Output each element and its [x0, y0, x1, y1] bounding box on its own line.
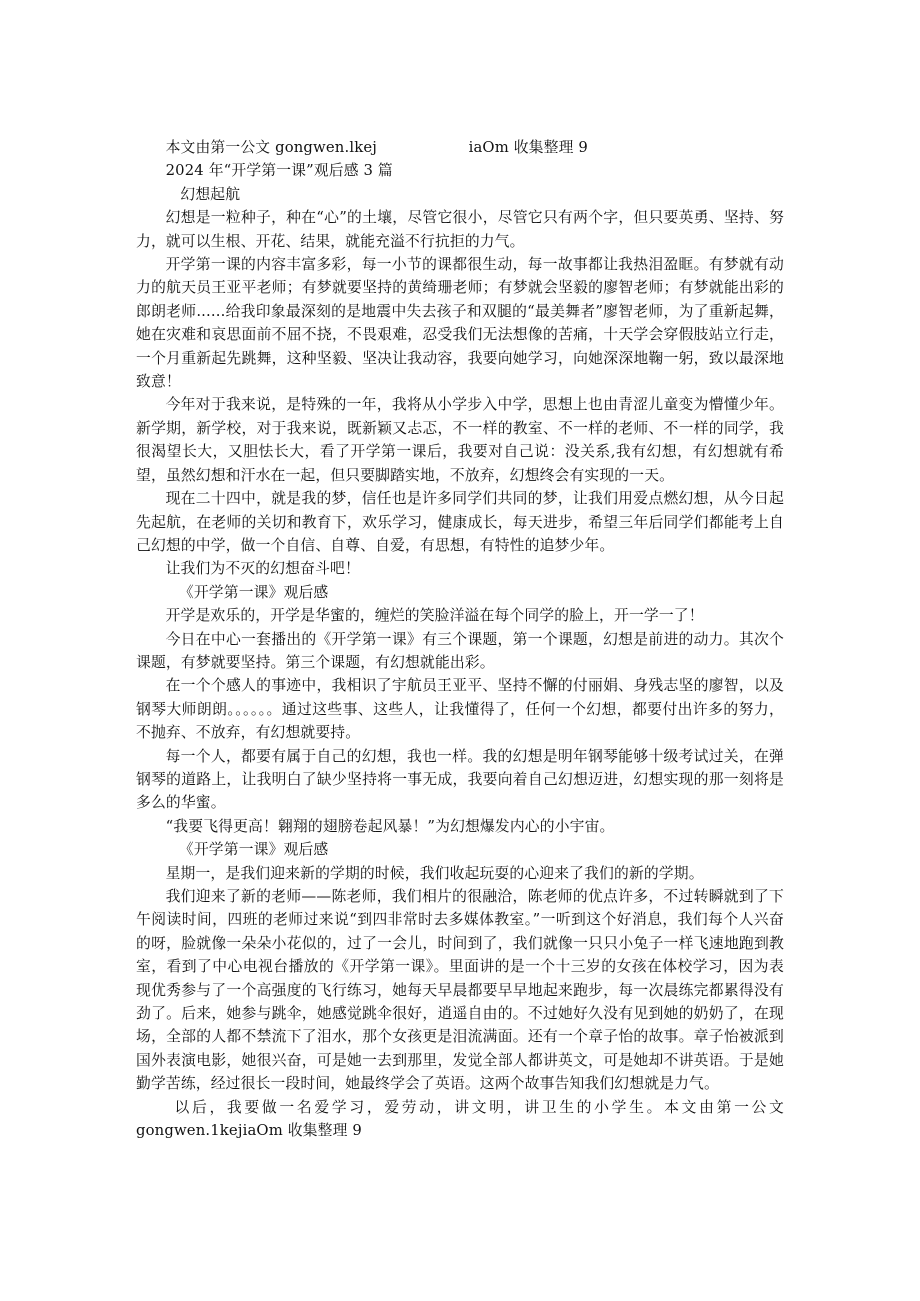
essay-1-title: 幻想起航	[180, 185, 241, 203]
essay-2-paragraph: 开学是欢乐的，开学是华蜜的，缠烂的笑脸洋溢在每个同学的脸上，开一学一了！	[165, 607, 704, 625]
essay-3-paragraph: 星期一，是我们迎来新的学期的时候，我们收起玩耍的心迎来了我们的新的学期。	[165, 864, 704, 882]
essay-1-paragraph: 今年对于我来说，是特殊的一年，我将从小学步入中学，思想上也由青涩儿童变为懵懂少年。新学期，新学校，对于我来说，既新颖又忐忑，不一样的教室、不一样的老师、不一样的同学，我很渴望长大，又胆怯长大，看了开学第一课后，我要对自己说：没关系,我有幻想，有幻想就有希望，虽然幻想和汗水在一起，但只要脚踏实地，不放弃，幻想终会有实现的一天。	[136, 396, 784, 484]
source-header	[136, 136, 784, 159]
essay-3-paragraph: 我们迎来了新的老师——陈老师，我们相片的很融洽，陈老师的优点许多，不过转瞬就到了下午阅读时间，四班的老师过来说“到四非常时去多媒体教室。”一听到这个好消息，我们每个人兴奋的呀，脸就像一朵朵小花似的，过了一会儿，时间到了，我们就像一只只小兔子一样飞速地跑到教室，看到了中心电视台播放的《开学第一课》。里面讲的是一个十三岁的女孩在体校学习，因为表现优秀参与了一个高强度的飞行练习，她每天早晨都要早早地起来跑步，每一次晨练完都累得没有劲了。后来，她参与跳伞，她感觉跳伞很好，逍遥自由的。不过她好久没有见到她的奶奶了，在现场，全部的人都不禁流下了泪水，那个女孩更是泪流满面。还有一个章子怡的故事。章子怡被派到国外表演电影，她很兴奋，可是她一去到那里，发觉全部人都讲英文，可是她却不讲英语。于是她勤学苦练，经过很长一段时间，她最终学会了英语。这两个故事告知我们幻想就是力气。	[136, 888, 784, 1093]
essay-2-title: 《开学第一课》观后感	[178, 583, 329, 601]
closing-paragraph: 以后，我要做一名爱学习，爱劳动，讲文明，讲卫生的小学生。本文由第一公文 gongwen.1kejiaOm 收集整理 9	[136, 1098, 784, 1140]
essay-1-paragraph: 现在二十四中，就是我的梦，信任也是许多同学们共同的梦，让我们用爱点燃幻想，从今日起先起航，在老师的关切和教育下，欢乐学习，健康成长，每天进步，希望三年后同学们都能考上自己幻想的中学，做一个自信、自尊、自爱，有思想，有特性的追梦少年。	[136, 490, 784, 554]
document-title: 2024 年“开学第一课”观后感 3 篇	[165, 162, 393, 180]
source-header-part2: iaOm 收集整理 9	[468, 139, 588, 156]
essay-2-paragraph: 在一个个感人的事迹中，我相识了宇航员王亚平、坚持不懈的付丽娟、身残志坚的廖智，以及钢琴大师朗朗。。。。。。通过这些事、这些人，让我懂得了，任何一个幻想，都要付出许多的努力，不抛弃、不放弃，有幻想就要持。	[136, 677, 784, 742]
essay-2-paragraph: “我要飞得更高！翱翔的翅膀卷起风暴！”为幻想爆发内心的小宇宙。	[165, 817, 615, 835]
source-header-part1: 本文由第一公文 gongwen.lkej	[165, 139, 377, 156]
essay-1-paragraph: 让我们为不灭的幻想奋斗吧！	[165, 560, 360, 578]
essay-2-paragraph: 每一个人，都要有属于自己的幻想，我也一样。我的幻想是明年钢琴能够十级考试过关，在弹钢琴的道路上，让我明白了缺少坚持将一事无成，我要向着自己幻想迈进，幻想实现的那一刻将是多么的华蜜。	[136, 747, 784, 812]
essay-1-paragraph: 幻想是一粒种子，种在“心”的土壤，尽管它很小，尽管它只有两个字，但只要英勇、坚持、努力，就可以生根、开花、结果，就能充溢不行抗拒的力气。	[136, 209, 784, 250]
essay-3-title: 《开学第一课》观后感	[178, 841, 329, 859]
essay-2-paragraph: 今日在中心一套播出的《开学第一课》有三个课题，第一个课题，幻想是前进的动力。其次个课题，有梦就要坚持。第三个课题，有幻想就能出彩。	[136, 630, 784, 671]
essay-1-paragraph: 开学第一课的内容丰富多彩，每一小节的课都很生动，每一故事都让我热泪盈眶。有梦就有动力的航天员王亚平老师；有梦就要坚持的黄绮珊老师；有梦就会坚毅的廖智老师；有梦就能出彩的郎朗老师......给我印象最深刻的是地震中失去孩子和双腿的“最美舞者”廖智老师，为了重新起舞，她在灾难和哀思面前不屈不挠，不畏艰难，忍受我们无法想像的苦痛，十天学会穿假肢站立行走，一个月重新起先跳舞，这种坚毅、坚决让我动容，我要向她学习，向她深深地鞠一躬，致以最深地致意！	[136, 256, 784, 391]
document-page	[136, 136, 784, 1142]
